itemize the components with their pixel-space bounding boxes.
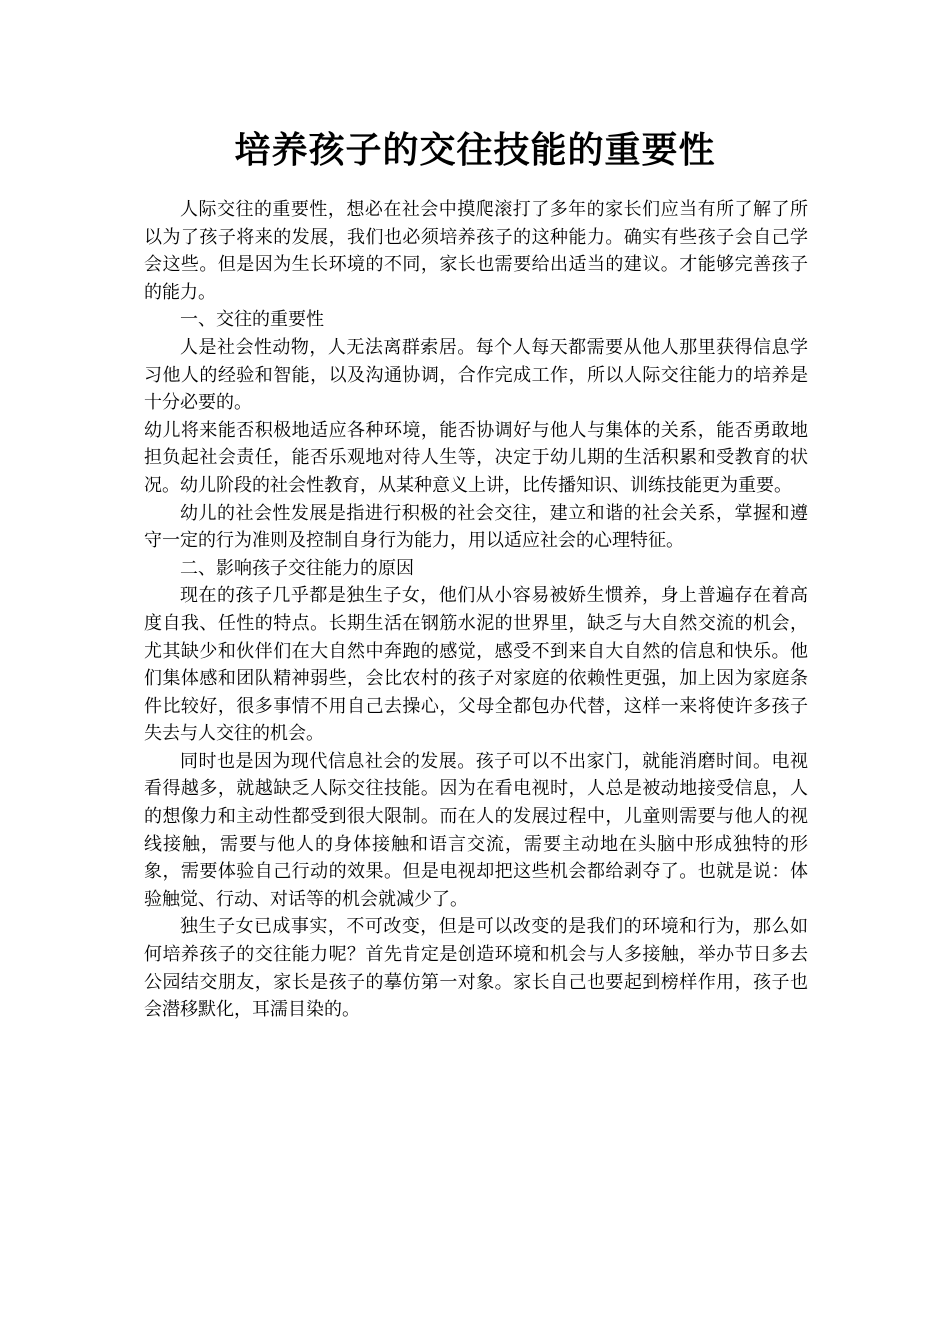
paragraph-only-children: 现在的孩子几乎都是独生子女，他们从小容易被娇生惯养，身上普遍存在着高度自我、任性的特点。长期生活在钢筋水泥的世界里，缺乏与大自然交流的机会，尤其缺少和伙伴们在大自然中奔跑的感觉，感受不到来自大自然的信息和快乐。他们集体感和团队精神弱些，会比农村的孩子对家庭的依赖性更强，加上因为家庭条件比较好，很多事情不用自己去操心，父母全都包办代替，这样一来将使许多孩子失去与人交往的机会。 xyxy=(144,585,808,745)
paragraph-intro: 人际交往的重要性，想必在社会中摸爬滚打了多年的家长们应当有所了解了所以为了孩子将来的发展，我们也必须培养孩子的这种能力。确实有些孩子会自己学会这些。但是因为生长环境的不同，家长也需要给出适当的建议。才能够完善孩子的能力。 xyxy=(144,199,808,303)
paragraph-information-society: 同时也是因为现代信息社会的发展。孩子可以不出家门，就能消磨时间。电视看得越多，就越缺乏人际交往技能。因为在看电视时，人总是被动地接受信息，人的想像力和主动性都受到很大限制。而在人的发展过程中，儿童则需要与他人的视线接触，需要与他人的身体接触和语言交流，需要主动地在头脑中形成独特的形象，需要体验自己行动的效果。但是电视却把这些机会都给剥夺了。也就是说：体验触觉、行动、对话等的机会就减少了。 xyxy=(144,750,808,910)
document-title: 培养孩子的交往技能的重要性 xyxy=(234,130,716,171)
paragraph-social-animal: 人是社会性动物，人无法离群索居。每个人每天都需要从他人那里获得信息学习他人的经验和智能，以及沟通协调，合作完成工作，所以人际交往能力的培养是十分必要的。 xyxy=(144,336,808,414)
section-heading-importance: 一、交往的重要性 xyxy=(180,309,324,331)
paragraph-early-childhood: 幼儿将来能否积极地适应各种环境，能否协调好与他人与集体的关系，能否勇敢地担负起社会责任，能否乐观地对待人生等，决定于幼儿期的生活积累和受教育的状况。幼儿阶段的社会性教育，从某种意义上讲，比传播知识、训练技能更为重要。 xyxy=(144,419,808,496)
document-body xyxy=(144,196,808,1024)
paragraph-conclusion: 独生子女已成事实，不可改变，但是可以改变的是我们的环境和行为，那么如何培养孩子的交往能力呢？首先肯定是创造环境和机会与人多接触，举办节日多去公园结交朋友，家长是孩子的摹仿第一对象。家长自己也要起到榜样作用，孩子也会潜移默化，耳濡目染的。 xyxy=(144,916,808,1021)
paragraph-social-development: 幼儿的社会性发展是指进行积极的社会交往，建立和谐的社会关系，掌握和遵守一定的行为准则及控制自身行为能力，用以适应社会的心理特征。 xyxy=(144,502,808,552)
section-heading-causes: 二、影响孩子交往能力的原因 xyxy=(180,557,414,579)
